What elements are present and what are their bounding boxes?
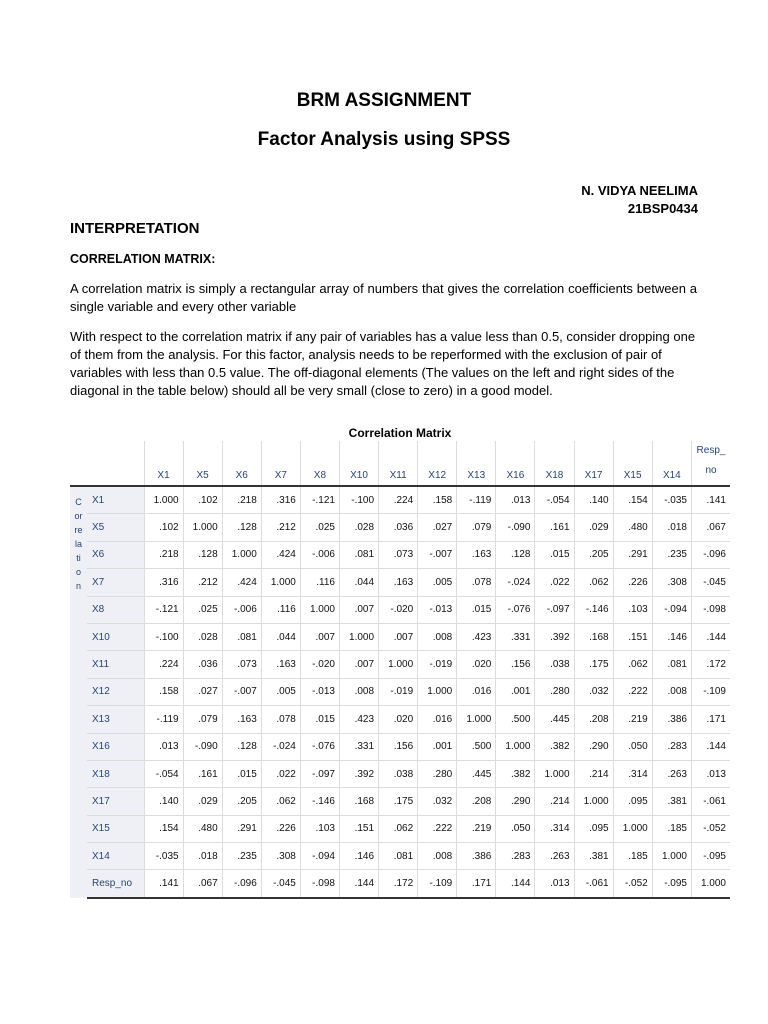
column-header: X12 [418,441,457,486]
row-label: X15 [87,815,144,842]
table-cell: .218 [222,486,261,514]
table-cell: .032 [418,788,457,815]
table-cell: -.097 [300,760,339,787]
table-cell: -.054 [144,760,183,787]
table-cell: .103 [300,815,339,842]
table-cell: .128 [496,541,535,568]
table-cell: .158 [418,486,457,514]
table-cell: .140 [144,788,183,815]
table-cell: .316 [144,569,183,596]
table-cell: .001 [418,733,457,760]
side-label-fragment: ti [76,553,81,563]
table-cell: -.094 [300,843,339,870]
table-cell: .044 [261,623,300,650]
table-cell: .146 [339,843,378,870]
table-cell: .081 [652,651,691,678]
table-cell: -.024 [496,569,535,596]
table-cell: .316 [261,486,300,514]
row-label: X18 [87,760,144,787]
table-cell: .290 [496,788,535,815]
table-cell: -.061 [692,788,731,815]
table-cell: .078 [261,706,300,733]
table-row [70,843,730,870]
table-cell: -.090 [183,733,222,760]
table-cell: .219 [457,815,496,842]
table-cell: 1.000 [535,760,574,787]
table-cell: .480 [613,514,652,541]
table-cell: -.052 [692,815,731,842]
table-cell: -.095 [652,870,691,898]
table-cell: .079 [183,706,222,733]
table-cell: .280 [418,760,457,787]
table-cell: -.019 [418,651,457,678]
table-title: Correlation Matrix [348,426,452,440]
table-row [70,569,730,596]
table-cell: -.020 [379,596,418,623]
table-cell: .016 [457,678,496,705]
table-cell: .331 [339,733,378,760]
table-cell: .027 [183,678,222,705]
table-cell: .308 [261,843,300,870]
table-cell: .291 [613,541,652,568]
table-cell: .140 [574,486,613,514]
table-row [70,760,730,787]
table-cell: .263 [535,843,574,870]
table-cell: .154 [144,815,183,842]
table-row [70,678,730,705]
table-cell: 1.000 [300,596,339,623]
table-cell: .044 [339,569,378,596]
table-cell: -.100 [144,623,183,650]
table-cell: .205 [574,541,613,568]
table-cell: .116 [261,596,300,623]
column-header: X14 [652,441,691,486]
table-cell: .172 [692,651,731,678]
table-cell: .214 [574,760,613,787]
table-cell: .212 [261,514,300,541]
table-row [70,651,730,678]
table-cell: -.100 [339,486,378,514]
table-cell: -.076 [300,733,339,760]
table-cell: -.035 [652,486,691,514]
column-header: X13 [457,441,496,486]
table-cell: .144 [339,870,378,898]
table-cell: .008 [339,678,378,705]
table-cell: -.045 [692,569,731,596]
table-cell: .480 [183,815,222,842]
table-cell: .280 [535,678,574,705]
table-cell: -.121 [144,596,183,623]
table-row [70,486,730,514]
table-cell: 1.000 [339,623,378,650]
table-cell: .168 [574,623,613,650]
table-cell: -.090 [496,514,535,541]
column-header: X15 [613,441,652,486]
table-cell: 1.000 [652,843,691,870]
table-row [70,706,730,733]
table-cell: .141 [692,486,731,514]
side-label-fragment: or [74,511,83,521]
table-cell: .020 [379,706,418,733]
table-cell: .013 [496,486,535,514]
table-cell: .062 [379,815,418,842]
table-cell: .095 [574,815,613,842]
table-cell: .128 [222,514,261,541]
table-cell: .500 [496,706,535,733]
table-cell: .008 [418,623,457,650]
author-id: 21BSP0434 [627,201,698,216]
table-cell: .163 [457,541,496,568]
table-cell: .283 [652,733,691,760]
table-cell: 1.000 [261,569,300,596]
table-cell: .208 [574,706,613,733]
paragraph-definition: A correlation matrix is simply a rectangular array of numbers that gives the correlation coefficients between a single variable and every other variable [70,281,697,314]
table-cell: .222 [418,815,457,842]
table-cell: .212 [183,569,222,596]
document-subtitle: Factor Analysis using SPSS [257,129,511,150]
table-cell: 1.000 [692,870,731,898]
table-cell: .144 [692,733,731,760]
table-cell: .128 [222,733,261,760]
table-cell: .079 [457,514,496,541]
row-label: X8 [87,596,144,623]
table-cell: .500 [457,733,496,760]
table-cell: -.019 [379,678,418,705]
table-cell: .013 [692,760,731,787]
table-cell: .029 [574,514,613,541]
table-row [70,596,730,623]
table-cell: -.013 [418,596,457,623]
table-cell: .424 [222,569,261,596]
table-cell: .168 [339,788,378,815]
table-cell: -.097 [535,596,574,623]
table-cell: .161 [535,514,574,541]
table-cell: .163 [222,706,261,733]
table-cell: -.098 [692,596,731,623]
table-cell: .015 [535,541,574,568]
table-cell: .008 [652,678,691,705]
table-cell: .081 [339,541,378,568]
table-cell: .078 [457,569,496,596]
table-cell: .445 [535,706,574,733]
column-header: X8 [300,441,339,486]
table-cell: .171 [692,706,731,733]
table-cell: -.109 [418,870,457,898]
table-cell: .141 [144,870,183,898]
table-cell: .331 [496,623,535,650]
row-label: X12 [87,678,144,705]
table-cell: .158 [144,678,183,705]
table-cell: .050 [613,733,652,760]
table-cell: .151 [613,623,652,650]
table-cell: .015 [222,760,261,787]
table-cell: .067 [692,514,731,541]
table-cell: .185 [652,815,691,842]
table-cell: -.061 [574,870,613,898]
table-cell: .028 [183,623,222,650]
table-header-row [70,441,730,486]
table-cell: .007 [339,651,378,678]
table-cell: .038 [379,760,418,787]
table-cell: 1.000 [144,486,183,514]
table-cell: 1.000 [379,651,418,678]
table-cell: .291 [222,815,261,842]
side-label-fragment: re [74,525,83,535]
table-cell: -.121 [300,486,339,514]
table-cell: 1.000 [496,733,535,760]
table-cell: -.007 [418,541,457,568]
column-header: Resp_ no [692,441,731,486]
table-cell: .214 [535,788,574,815]
table-cell: .032 [574,678,613,705]
table-cell: .016 [418,706,457,733]
row-label: X17 [87,788,144,815]
table-cell: -.095 [692,843,731,870]
paragraph-interpretation: With respect to the correlation matrix if any pair of variables has a value less than 0.5, consider dropping one of them from the analysis. For this factor, analysis needs to be reperformed with the exclusion of pair of variables with less than 0.5 value. The off-diagonal elements (The values on the left and right sides of the diagonal in the table below) should all be very small (close to zero) in a good model. [70,329,696,398]
document-title: BRM ASSIGNMENT [296,90,472,111]
row-label: X14 [87,843,144,870]
row-label: X5 [87,514,144,541]
table-cell: .392 [535,623,574,650]
sub-heading: CORRELATION MATRIX: [70,252,216,266]
table-cell: .382 [535,733,574,760]
table-cell: -.024 [261,733,300,760]
table-cell: .156 [379,733,418,760]
row-label: Resp_no [87,870,144,898]
table-cell: -.146 [300,788,339,815]
table-cell: .205 [222,788,261,815]
table-cell: -.052 [613,870,652,898]
row-label: X1 [87,486,144,514]
table-cell: .314 [535,815,574,842]
table-cell: -.035 [144,843,183,870]
table-cell: .102 [144,514,183,541]
column-header: X5 [183,441,222,486]
author-name: N. VIDYA NEELIMA [581,183,698,198]
table-cell: .128 [183,541,222,568]
row-label: X6 [87,541,144,568]
table-cell: .172 [379,870,418,898]
table-cell: .308 [652,569,691,596]
table-cell: .116 [300,569,339,596]
table-cell: 1.000 [183,514,222,541]
table-cell: .208 [457,788,496,815]
table-cell: -.045 [261,870,300,898]
row-label: X16 [87,733,144,760]
table-cell: .386 [652,706,691,733]
table-cell: .007 [339,596,378,623]
table-row [70,788,730,815]
table-cell: .005 [418,569,457,596]
table-cell: .156 [496,651,535,678]
table-cell: .144 [692,623,731,650]
table-cell: .235 [222,843,261,870]
table-row [70,514,730,541]
table-cell: .025 [300,514,339,541]
table-row [70,623,730,650]
header-row-label-corner [87,441,144,486]
table-cell: 1.000 [222,541,261,568]
correlation-matrix-table [70,441,730,899]
table-cell: .283 [496,843,535,870]
row-label: X13 [87,706,144,733]
table-cell: .290 [574,733,613,760]
row-label: X7 [87,569,144,596]
side-label-fragment: la [74,539,82,549]
table-cell: .081 [379,843,418,870]
table-cell: -.146 [574,596,613,623]
table-cell: .036 [379,514,418,541]
table-cell: .007 [300,623,339,650]
table-cell: .015 [457,596,496,623]
table-cell: .081 [222,623,261,650]
column-header: X7 [261,441,300,486]
table-row [70,815,730,842]
table-cell: .103 [613,596,652,623]
table-cell: .226 [613,569,652,596]
table-cell: -.007 [222,678,261,705]
section-heading: INTERPRETATION [70,220,200,237]
table-cell: .423 [339,706,378,733]
table-cell: .224 [379,486,418,514]
table-cell: .062 [261,788,300,815]
table-cell: -.076 [496,596,535,623]
correlation-side-label [70,486,87,898]
table-cell: .185 [613,843,652,870]
side-label-fragment: o [75,567,81,577]
table-cell: .029 [183,788,222,815]
table-cell: .424 [261,541,300,568]
table-cell: .386 [457,843,496,870]
table-body [70,486,730,898]
table-cell: .381 [574,843,613,870]
table-cell: -.096 [222,870,261,898]
table-cell: .095 [613,788,652,815]
column-header: X11 [379,441,418,486]
table-cell: 1.000 [613,815,652,842]
table-cell: .163 [379,569,418,596]
table-cell: .008 [418,843,457,870]
table-cell: .020 [457,651,496,678]
table-cell: .146 [652,623,691,650]
table-cell: .218 [144,541,183,568]
side-label-fragment: C [75,497,82,507]
table-cell: .073 [379,541,418,568]
side-label-fragment: n [75,581,81,591]
table-cell: .018 [183,843,222,870]
table-cell: -.054 [535,486,574,514]
column-header: X10 [339,441,378,486]
table-cell: .062 [574,569,613,596]
table-cell: .382 [496,760,535,787]
table-row [70,870,730,898]
table-cell: -.006 [222,596,261,623]
table-cell: -.119 [457,486,496,514]
table-cell: .025 [183,596,222,623]
table-cell: -.094 [652,596,691,623]
row-label: X10 [87,623,144,650]
table-cell: .018 [652,514,691,541]
table-cell: .027 [418,514,457,541]
table-row [70,733,730,760]
table-cell: .022 [261,760,300,787]
table-cell: .001 [496,678,535,705]
column-header: X1 [144,441,183,486]
table-cell: .028 [339,514,378,541]
table-cell: .392 [339,760,378,787]
table-cell: .015 [300,706,339,733]
table-cell: .381 [652,788,691,815]
column-header: X6 [222,441,261,486]
table-cell: .445 [457,760,496,787]
table-cell: 1.000 [457,706,496,733]
column-header: X17 [574,441,613,486]
table-cell: .022 [535,569,574,596]
table-cell: .235 [652,541,691,568]
table-cell: .175 [379,788,418,815]
table-cell: .005 [261,678,300,705]
table-cell: -.098 [300,870,339,898]
table-cell: 1.000 [574,788,613,815]
row-label: X11 [87,651,144,678]
table-cell: .013 [535,870,574,898]
table-cell: .144 [496,870,535,898]
table-cell: .036 [183,651,222,678]
column-header: X18 [535,441,574,486]
table-cell: .224 [144,651,183,678]
table-cell: .222 [613,678,652,705]
table-cell: .219 [613,706,652,733]
table-cell: .161 [183,760,222,787]
table-cell: .154 [613,486,652,514]
table-cell: .171 [457,870,496,898]
table-cell: -.013 [300,678,339,705]
table-cell: .163 [261,651,300,678]
table-row [70,541,730,568]
table-cell: .013 [144,733,183,760]
table-cell: .423 [457,623,496,650]
table-cell: .175 [574,651,613,678]
table-cell: .067 [183,870,222,898]
table-cell: .073 [222,651,261,678]
table-cell: 1.000 [418,678,457,705]
header-corner [70,441,87,486]
table-cell: .314 [613,760,652,787]
table-cell: -.006 [300,541,339,568]
table-cell: .226 [261,815,300,842]
table-cell: .062 [613,651,652,678]
table-cell: .038 [535,651,574,678]
table-cell: -.020 [300,651,339,678]
table-cell: .102 [183,486,222,514]
column-header: X16 [496,441,535,486]
table-cell: .050 [496,815,535,842]
table-cell: -.109 [692,678,731,705]
table-cell: .263 [652,760,691,787]
table-cell: .151 [339,815,378,842]
table-cell: -.119 [144,706,183,733]
table-cell: -.096 [692,541,731,568]
table-cell: .007 [379,623,418,650]
